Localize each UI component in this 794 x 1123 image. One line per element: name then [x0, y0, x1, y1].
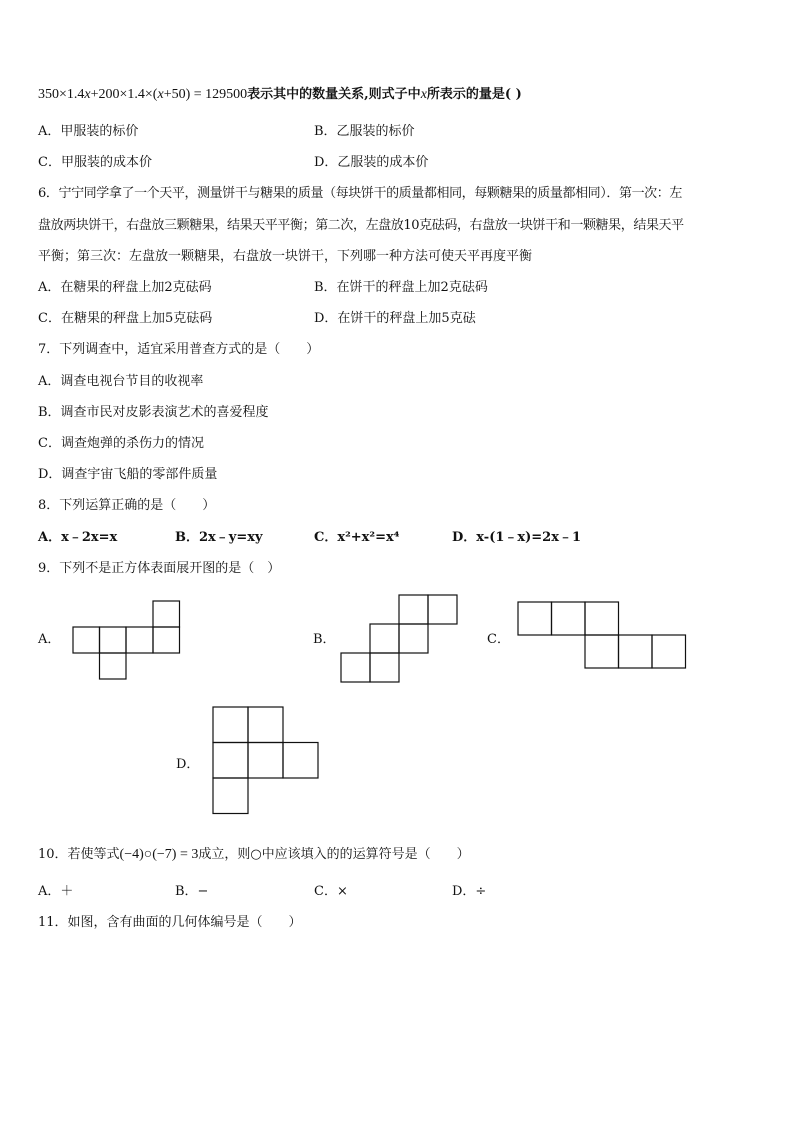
q5-option-a: A．甲服装的标价 — [38, 124, 139, 139]
q5-formula: 350×1.4x+200×1.4×(x+50) = 129500 — [38, 87, 248, 102]
q5-option-c: C．甲服装的成本价 — [38, 155, 152, 170]
q8-option-a: A．x﹣2x=x — [38, 530, 118, 545]
q9-stem: 9．下列不是正方体表面展开图的是（ ） — [38, 561, 281, 576]
q6-option-c: C．在糖果的秤盘上加5克砝码 — [38, 311, 213, 326]
q10-expression: (−4)○(−7) = 3 — [119, 847, 199, 862]
q9-net-d — [212, 706, 322, 818]
q9-label-c: C． — [487, 632, 510, 647]
q10-option-c: C．× — [314, 884, 348, 899]
q6-option-a: A．在糖果的秤盘上加2克砝码 — [38, 280, 212, 295]
q9-net-c — [517, 601, 689, 671]
q6-stem-line1: 6．宁宁同学拿了一个天平，测量饼干与糖果的质量（每块饼干的质量都相同，每颗糖果的质量都相同）．第一次：左 — [38, 186, 682, 201]
q10-stem: 10．若使等式(−4)○(−7) = 3成立，则○中应该填入的的运算符号是（ ） — [38, 847, 470, 862]
q9-net-a — [72, 600, 182, 682]
q10-option-a: A．＋ — [38, 884, 74, 899]
q6-option-b: B．在饼干的秤盘上加2克砝码 — [314, 280, 488, 295]
q10-option-b: B．− — [175, 884, 209, 899]
q9-label-d: D． — [176, 757, 200, 772]
q6-option-d: D．在饼干的秤盘上加5克砝 — [314, 311, 476, 326]
q11-stem: 11．如图，含有曲面的几何体编号是（ ） — [38, 915, 302, 930]
q8-option-b: B．2x﹣y=xy — [175, 530, 263, 545]
q10-option-d: D．÷ — [452, 884, 487, 899]
q8-option-c: C．x²+x²=x⁴ — [314, 530, 400, 545]
q7-option-b: B．调查市民对皮影表演艺术的喜爱程度 — [38, 405, 269, 420]
q6-stem-line3: 平衡；第三次：左盘放一颗糖果，右盘放一块饼干，下列哪一种方法可使天平再度平衡 — [38, 249, 533, 264]
q9-label-a: A． — [38, 632, 61, 647]
q5-option-b: B．乙服装的标价 — [314, 124, 415, 139]
q7-option-c: C．调查炮弹的杀伤力的情况 — [38, 436, 204, 451]
q9-label-b: B． — [313, 632, 336, 647]
q5-stem: 350×1.4x+200×1.4×(x+50) = 129500表示其中的数量关系,则式子中x所表示的量是( ) — [38, 87, 522, 102]
q5-option-d: D．乙服装的成本价 — [314, 155, 429, 170]
q7-stem: 7．下列调查中，适宜采用普查方式的是（ ） — [38, 342, 320, 357]
q9-net-b — [340, 594, 460, 684]
q7-option-d: D．调查宇宙飞船的零部件质量 — [38, 467, 218, 482]
q8-option-d: D．x-(1﹣x)=2x﹣1 — [452, 530, 582, 545]
q7-option-a: A．调查电视台节目的收视率 — [38, 374, 204, 389]
q6-stem-line2: 盘放两块饼干，右盘放三颗糖果，结果天平平衡；第二次，左盘放10克砝码，右盘放一块饼干和一颗糖果，结果天平 — [38, 218, 684, 233]
q8-stem: 8．下列运算正确的是（ ） — [38, 498, 216, 513]
